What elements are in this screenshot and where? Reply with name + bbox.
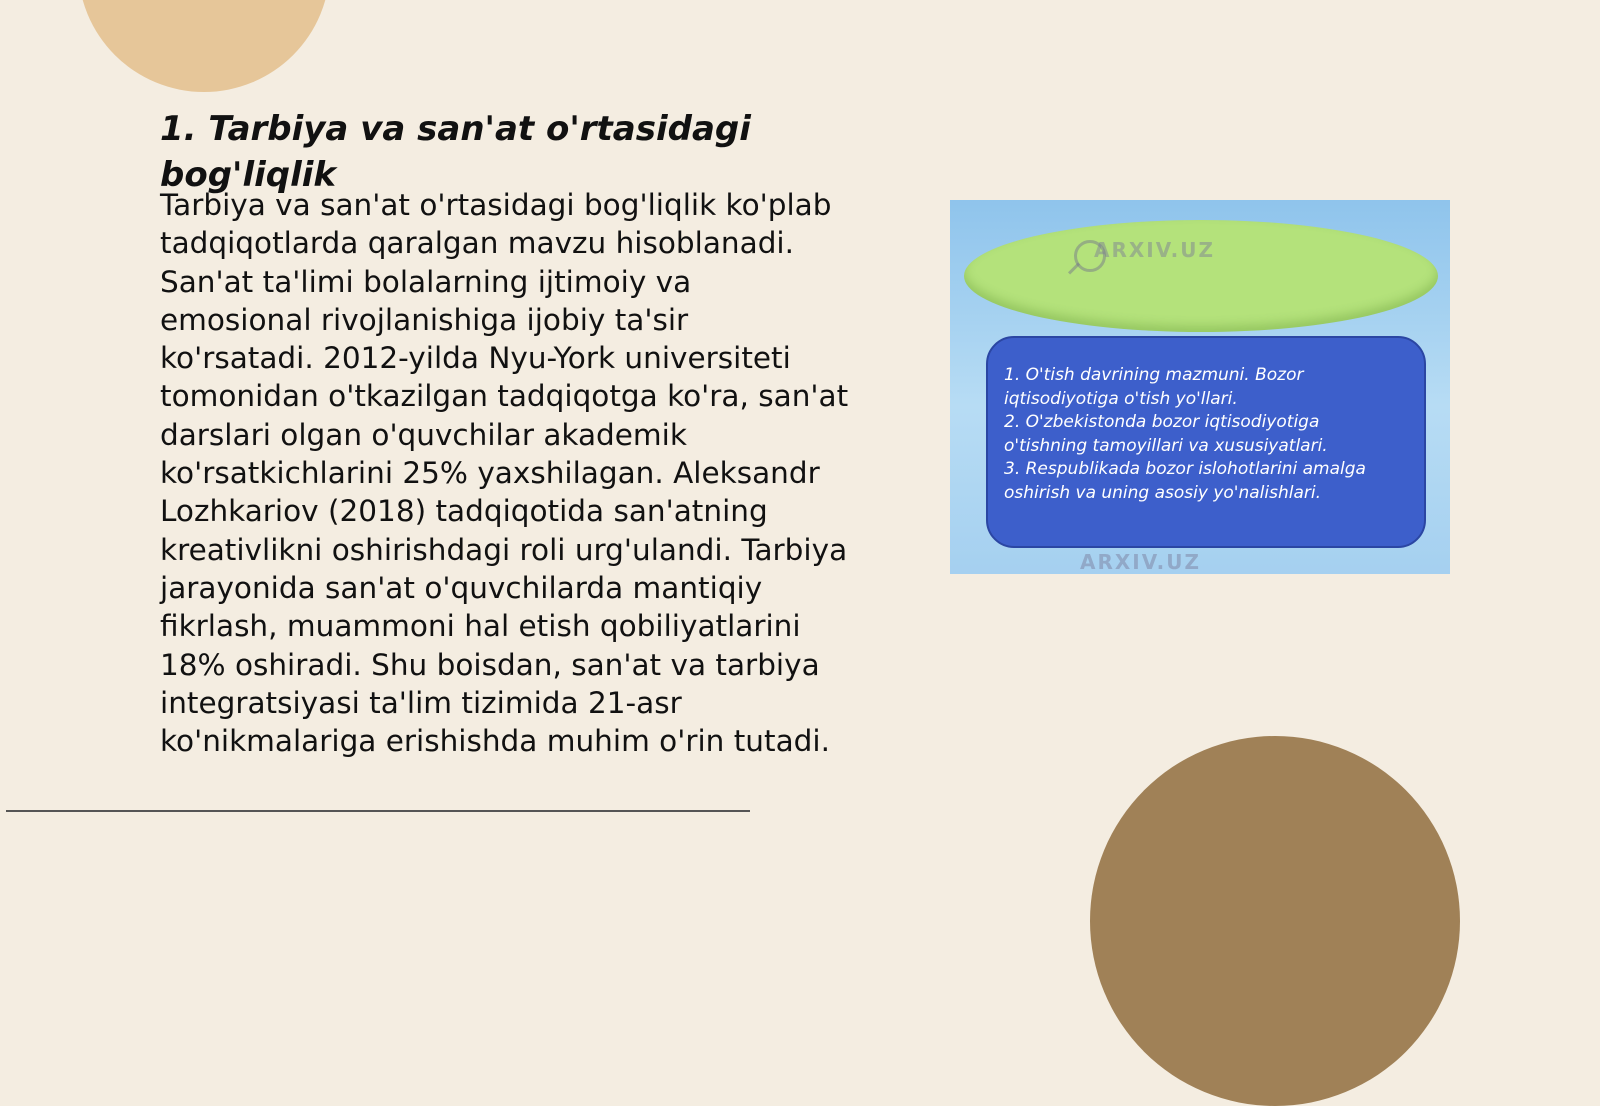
decorative-circle-bottom xyxy=(1090,736,1460,1106)
image-list-item: 3. Respublikada bozor islohotlarini amalga oshirish va uning asosiy yo'nalishlari. xyxy=(1004,459,1366,503)
image-list-item: 1. O'tish davrining mazmuni. Bozor iqtisodiyotiga o'tish yo'llari. xyxy=(1004,365,1304,409)
divider-line xyxy=(6,810,750,812)
image-header-oval xyxy=(964,220,1438,332)
image-watermark-bottom: ARXIV.UZ xyxy=(1080,550,1201,574)
slide-title: 1. Tarbiya va san'at o'rtasidagi bog'liqlik xyxy=(160,109,751,195)
image-watermark-top: ARXIV.UZ xyxy=(1094,238,1215,262)
slide-body-text: Tarbiya va san'at o'rtasidagi bog'liqlik ko'plab tadqiqotlarda qaralgan mavzu hisoblanadi. San'at ta'limi bolalarning ijtimoiy va emosional rivojlanishiga ijobiy ta'sir ko'rsatadi. 2012-yilda Nyu-York universiteti tomonidan o'tkazilgan tadqiqotga ko'ra, san'at darslari olgan o'quvchilar akademik ko'rsatkichlarini 25% yaxshilagan. Aleksandr Lozhkariov (2018) tadqiqotida san'atning kreativlikni oshirishdagi roli urg'ulandi. Tarbiya jarayonida san'at o'quvchilarda mantiqiy fikrlash, muammoni hal etish qobiliyatlarini 18% oshiradi. Shu boisdan, san'at va tarbiya integratsiyasi ta'lim tizimida 21-asr ko'nikmalariga erishishda muhim o'rin tutadi. xyxy=(160,188,849,759)
slide-image xyxy=(950,200,1450,574)
decorative-circle-top xyxy=(78,0,330,92)
image-content-box xyxy=(986,336,1426,548)
image-list-item: 2. O'zbekistonda bozor iqtisodiyotiga o'tishning tamoyillari va xususiyatlari. xyxy=(1004,412,1328,456)
